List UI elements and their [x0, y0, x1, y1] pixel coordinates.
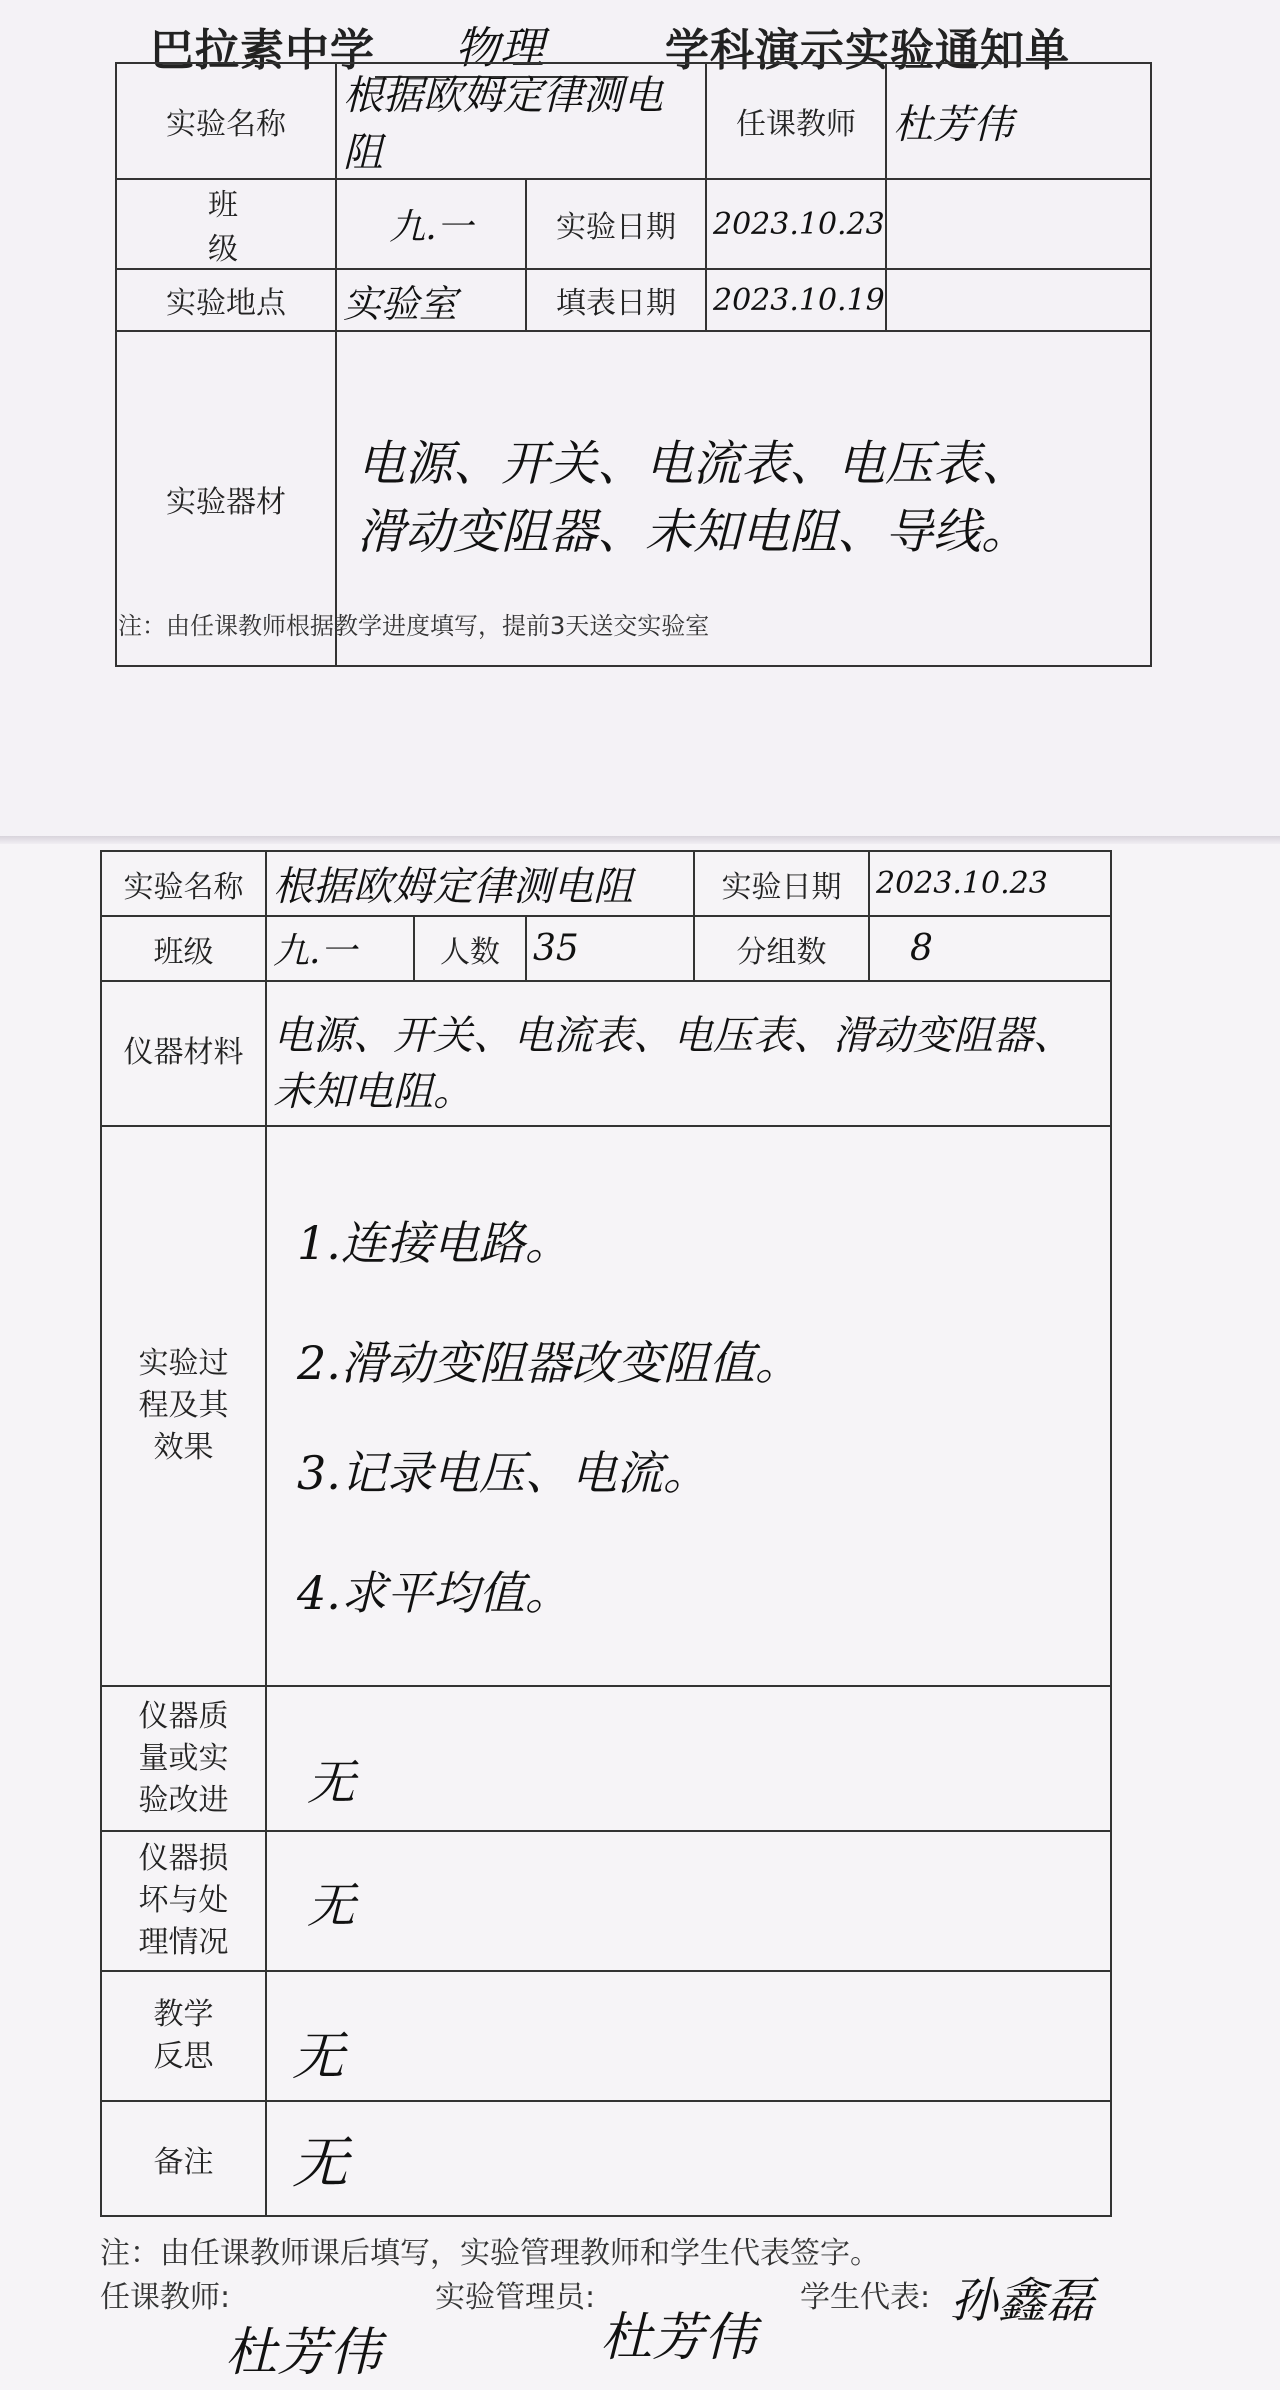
label-class: 班 级: [116, 179, 336, 269]
label-count: 人数: [414, 916, 526, 981]
value-experiment-name: 根据欧姆定律测电阻: [266, 851, 694, 916]
value-teacher: 杜芳伟: [886, 63, 1151, 179]
teacher-signature: 杜芳伟: [225, 2323, 382, 2383]
materials-line: 未知电阻。: [273, 1069, 473, 1115]
manager-signature-label: 实验管理员:: [435, 2280, 596, 2315]
label-quality: 仪器质量或实验改进: [101, 1686, 266, 1831]
label-class: 班级: [101, 916, 266, 981]
teacher-signature-label: 任课教师:: [100, 2280, 231, 2315]
value-date: 2023.10.23: [869, 851, 1111, 916]
label-process: 实验过程及其效果: [101, 1126, 266, 1686]
value-quality: 无: [266, 1686, 1111, 1831]
title-suffix: 学科演示实验通知单: [665, 25, 1070, 76]
value-reflection: 无: [266, 1971, 1111, 2101]
process-step: 4.求平均值。: [297, 1566, 571, 1620]
value-class: 九.一: [266, 916, 414, 981]
subject-value: 物理: [455, 23, 545, 74]
student-signature-label: 学生代表:: [800, 2280, 931, 2315]
label-teacher: 任课教师: [706, 63, 886, 179]
label-experiment-name: 实验名称: [116, 63, 336, 179]
record-footnote: 注：由任课教师课后填写，实验管理教师和学生代表签字。: [100, 2236, 880, 2271]
materials-line: 电源、开关、电流表、电压表、滑动变阻器、: [273, 1013, 1073, 1059]
value-materials: [266, 981, 1111, 1126]
value-process: [266, 1126, 1111, 1686]
equipment-line: 滑动变阻器、未知电阻、导线。: [357, 503, 1030, 560]
label-materials: 仪器材料: [101, 981, 266, 1126]
manager-signature: 杜芳伟: [600, 2308, 757, 2368]
label-date: 实验日期: [526, 179, 706, 269]
label-groups: 分组数: [694, 916, 869, 981]
process-step: 3.记录电压、电流。: [297, 1446, 709, 1500]
label-fill-date: 填表日期: [526, 269, 706, 331]
label-experiment-name: 实验名称: [101, 851, 266, 916]
label-remarks: 备注: [101, 2101, 266, 2216]
record-table: [100, 850, 1112, 2217]
value-location: 实验室: [336, 269, 526, 331]
student-signature: 孙鑫磊: [950, 2273, 1095, 2329]
notice-table: [115, 62, 1152, 667]
label-reflection: 教学反思: [101, 1971, 266, 2101]
label-location: 实验地点: [116, 269, 336, 331]
value-count: 35: [526, 916, 694, 981]
process-step: 2.滑动变阻器改变阻值。: [297, 1336, 801, 1390]
school-name: 巴拉素中学: [150, 25, 375, 76]
value-class: 九.一: [336, 179, 526, 269]
value-groups: 8: [869, 916, 1111, 981]
value-date: 2023.10.23: [706, 179, 886, 269]
process-step: 1.连接电路。: [297, 1216, 571, 1270]
value-remarks: 无: [266, 2101, 1111, 2216]
paper-fold: [0, 836, 1280, 844]
label-damage: 仪器损坏与处理情况: [101, 1831, 266, 1971]
notice-footnote: 注：由任课教师根据教学进度填写，提前3天送交实验室: [118, 612, 710, 640]
equipment-line: 电源、开关、电流表、电压表、: [357, 436, 1030, 493]
value-fill-date: 2023.10.19: [706, 269, 886, 331]
label-equipment: 实验器材: [116, 331, 336, 666]
value-damage: 无: [266, 1831, 1111, 1971]
label-date: 实验日期: [694, 851, 869, 916]
value-experiment-name: 根据欧姆定律测电阻: [336, 63, 706, 179]
